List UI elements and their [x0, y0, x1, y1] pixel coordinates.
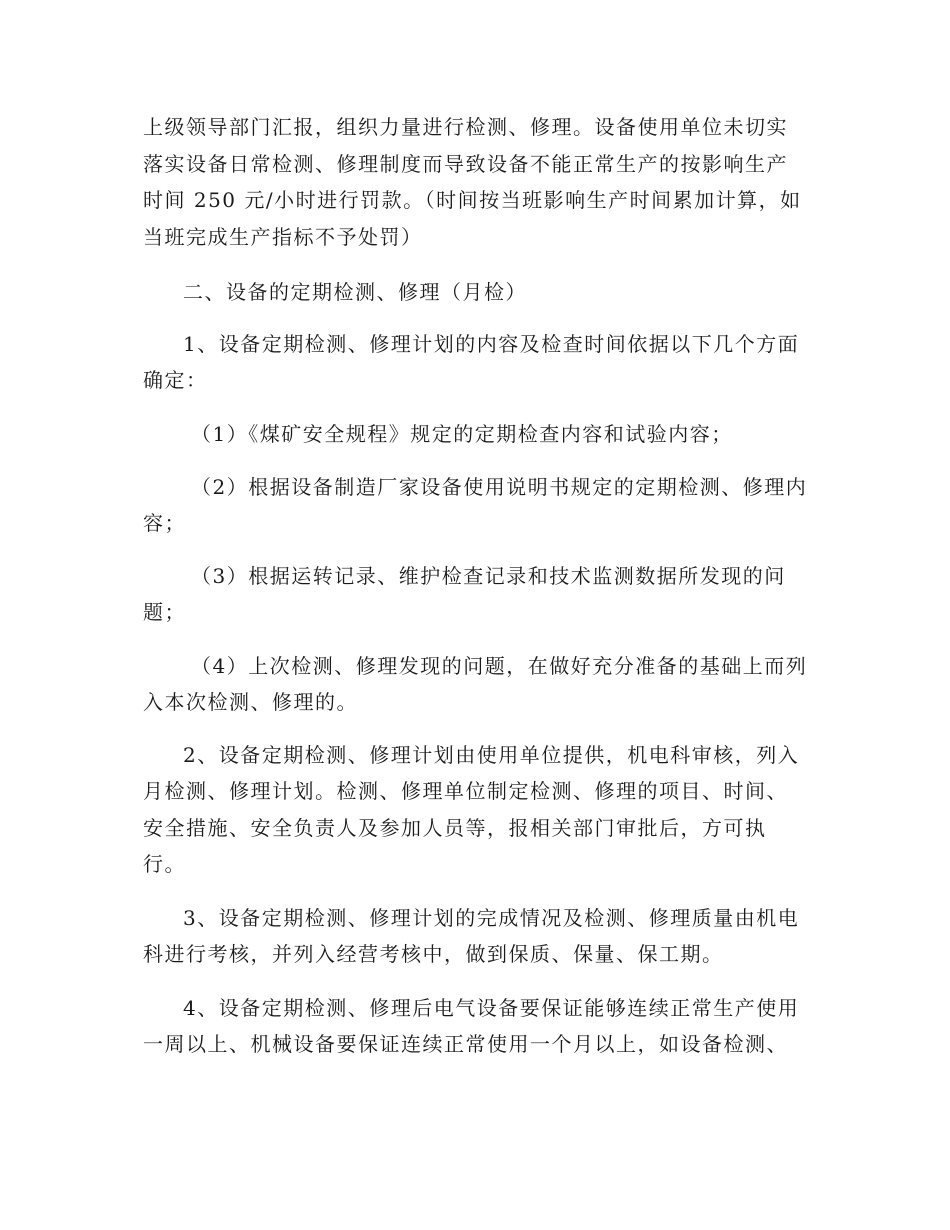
paragraph-line: 一周以上、机械设备要保证连续正常使用一个月以上，如设备检测、 — [143, 1032, 788, 1056]
list-item: （4）上次检测、修理发现的问题，在做好充分准备的基础上而列 — [191, 654, 808, 678]
paragraph-line: 月检测、修理计划。检测、修理单位制定检测、修理的项目、时间、 — [143, 779, 788, 803]
list-item-continuation: 入本次检测、修理的。 — [143, 690, 358, 714]
list-item: （2）根据设备制造厂家设备使用说明书规定的定期检测、修理内 — [191, 475, 808, 499]
paragraph-line: 确定： — [143, 368, 208, 392]
paragraph-line: 4、设备定期检测、修理后电气设备要保证能够连续正常生产使用 — [183, 996, 800, 1020]
list-item-continuation: 容； — [143, 511, 186, 535]
list-item-continuation: 题； — [143, 600, 186, 624]
paragraph-line: 3、设备定期检测、修理计划的完成情况及检测、修理质量由机电 — [183, 906, 800, 930]
section-heading: 二、设备的定期检测、修理（月检） — [183, 280, 527, 304]
list-item: （3）根据运转记录、维护检查记录和技术监测数据所发现的问 — [191, 564, 786, 588]
list-item: （1）《煤矿安全规程》规定的定期检查内容和试验内容； — [191, 422, 733, 446]
paragraph-line: 行。 — [143, 852, 186, 876]
paragraph-line: 科进行考核，并列入经营考核中，做到保质、保量、保工期。 — [143, 942, 724, 966]
paragraph-line: 安全措施、安全负责人及参加人员等，报相关部门审批后，方可执 — [143, 816, 767, 840]
paragraph-line: 落实设备日常检测、修理制度而导致设备不能正常生产的按影响生产 — [143, 152, 788, 176]
paragraph-line: 当班完成生产指标不予处罚） — [143, 225, 423, 249]
paragraph-line: 2、设备定期检测、修理计划由使用单位提供，机电科审核，列入 — [183, 743, 800, 767]
paragraph-line: 1、设备定期检测、修理计划的内容及检查时间依据以下几个方面 — [183, 332, 800, 356]
paragraph-line: 时间 250 元/小时进行罚款。（时间按当班影响生产时间累加计算，如 — [143, 188, 802, 212]
paragraph-line: 上级领导部门汇报，组织力量进行检测、修理。设备使用单位未切实 — [143, 115, 788, 139]
